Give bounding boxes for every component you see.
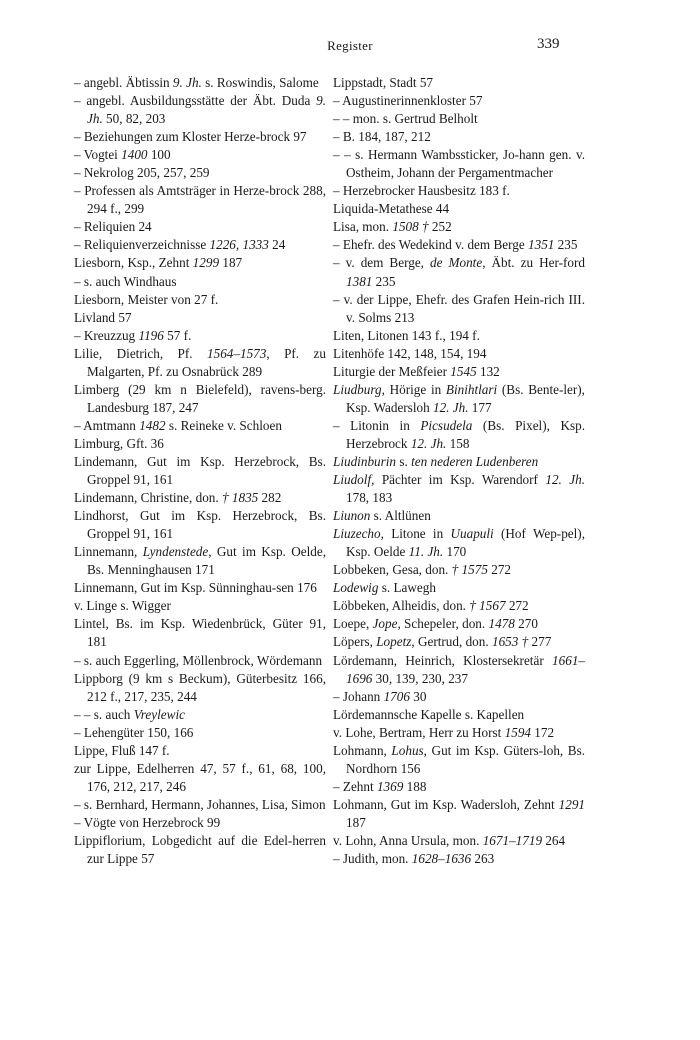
index-entry: Loepe, Jope, Schepeler, don. 1478 270 bbox=[333, 616, 538, 632]
index-entry: Löbbeken, Alheidis, don. † 1567 272 bbox=[333, 598, 529, 614]
index-entry: Lilie, Dietrich, Pf. 1564–1573, Pf. zu Malgarten, Pf. zu Osnabrück 289 bbox=[74, 345, 326, 379]
index-entry: Lördemann, Heinrich, Klostersekretär 1661–1696 30, 139, 230, 237 bbox=[333, 652, 585, 686]
index-entry: Liten, Litonen 143 f., 194 f. bbox=[333, 327, 480, 343]
index-entry: Limberg (29 km n Bielefeld), ravens-​berg. Landesburg 187, 247 bbox=[74, 381, 326, 415]
index-entry: Lördemannsche Kapelle s. Kapellen bbox=[333, 706, 525, 722]
index-entry: Limburg, Gft. 36 bbox=[74, 435, 164, 451]
index-entry: Lippstadt, Stadt 57 bbox=[333, 75, 434, 90]
index-entry: – Johann 1706 30 bbox=[333, 688, 427, 704]
index-entry: Löpers, Lopetz, Gertrud, don. 1653 † 277 bbox=[333, 634, 552, 650]
index-entry: Liturgie der Meßfeier 1545 132 bbox=[333, 363, 500, 379]
index-entry: Lobbeken, Gesa, don. † 1575 272 bbox=[333, 562, 511, 578]
index-entry: – – s. auch Vreylewic bbox=[74, 706, 185, 722]
index-entry: – Kreuzzug 1196 57 f. bbox=[74, 327, 192, 343]
index-entry: Lodewig s. Lawegh bbox=[333, 580, 436, 596]
index-entry: – Ehefr. des Wedekind v. dem Berge 1351 235 bbox=[333, 237, 578, 253]
index-entry: – v. der Lippe, Ehefr. des Grafen Hein-​rich III. v. Solms 213 bbox=[333, 291, 585, 325]
index-entry: – v. dem Berge, de Monte, Äbt. zu Her-​ford 1381 235 bbox=[333, 255, 585, 289]
index-entry: Linnemann, Lyndenstede, Gut im Ksp. Oelde, Bs. Menninghausen 171 bbox=[74, 544, 326, 578]
index-entry: – Reliquienverzeichnisse 1226, 1333 24 bbox=[74, 237, 286, 253]
index-entry: Linnemann, Gut im Ksp. Sünninghau-​sen 176 bbox=[74, 580, 317, 596]
index-entry: – Vogtei 1400 100 bbox=[74, 147, 171, 163]
index-entry: Lippe, Fluß 147 f. bbox=[74, 742, 170, 758]
page-number: 339 bbox=[537, 36, 560, 52]
index-entry: Lindemann, Gut im Ksp. Herzebrock, Bs. Groppel 91, 161 bbox=[74, 453, 326, 488]
index-entry: – s. Bernhard, Hermann, Johannes, Lisa, Simon bbox=[74, 796, 326, 812]
index-entry: Liudolf, Pächter im Ksp. Warendorf 12. Jh. 178, 183 bbox=[333, 472, 585, 506]
index-entry: Liesborn, Meister von 27 f. bbox=[74, 291, 219, 307]
index-entry: – Vögte von Herzebrock 99 bbox=[74, 814, 221, 830]
index-entry: Lisa, mon. 1508 † 252 bbox=[333, 219, 452, 235]
index-entry: – Judith, mon. 1628–1636 263 bbox=[333, 851, 495, 867]
index-entry: Lippborg (9 km s Beckum), Güterbesitz 166, 212 f., 217, 235, 244 bbox=[74, 670, 326, 704]
index-entry: Livland 57 bbox=[74, 309, 132, 325]
index-entry: Lohmann, Lohus, Gut im Ksp. Güters-​loh, Bs. Nordhorn 156 bbox=[333, 742, 586, 776]
index-entry: zur Lippe, Edelherren 47, 57 f., 61, 68, 100, 176, 212, 217, 246 bbox=[74, 760, 326, 794]
index-entry: – Professen als Amtsträger in Herze-​brock 288, 294 f., 299 bbox=[74, 183, 326, 217]
index-entry: – s. auch Eggerling, Möllenbrock, Wördemann bbox=[74, 652, 323, 668]
index-entry: Lippiflorium, Lobgedicht auf die Edel-​herren zur Lippe 57 bbox=[74, 832, 326, 867]
index-entry: – Reliquien 24 bbox=[74, 219, 152, 235]
running-header-title: Register bbox=[327, 38, 373, 53]
index-entry: Lindemann, Christine, don. † 1835 282 bbox=[74, 490, 282, 506]
index-entry: – Beziehungen zum Kloster Herze-​brock 97 bbox=[74, 129, 307, 145]
index-entry: v. Linge s. Wigger bbox=[74, 598, 171, 614]
index-entry: – – mon. s. Gertrud Belholt bbox=[333, 111, 478, 127]
index-column-left bbox=[74, 74, 326, 868]
index-entry: Lintel, Bs. im Ksp. Wiedenbrück, Güter 91, 181 bbox=[74, 616, 326, 650]
index-entry: – – s. Hermann Wambssticker, Jo-​hann gen. v. Ostheim, Johann der Pergamentmacher bbox=[333, 147, 585, 181]
index-entry: – Augustinerinnenkloster 57 bbox=[333, 93, 483, 109]
index-entry: Liudburg, Hörige in Binihtlari (Bs. Bente-​ler), Ksp. Wadersloh 12. Jh. 177 bbox=[333, 381, 585, 415]
index-entry: – s. auch Windhaus bbox=[74, 273, 177, 289]
index-entry: Liesborn, Ksp., Zehnt 1299 187 bbox=[74, 255, 243, 271]
index-entry: Liquida-Metathese 44 bbox=[333, 201, 450, 217]
index-entry: – Lehengüter 150, 166 bbox=[74, 724, 194, 740]
index-entry: v. Lohn, Anna Ursula, mon. 1671–1719 264 bbox=[333, 832, 566, 848]
index-entry: Lohmann, Gut im Ksp. Wadersloh, Zehnt 1291 187 bbox=[333, 796, 585, 830]
index-entry: Litenhöfe 142, 148, 154, 194 bbox=[333, 345, 487, 361]
index-entry: Liudinburin s. ten nederen Ludenberen bbox=[333, 453, 539, 469]
index-entry: – angebl. Ausbildungsstätte der Äbt. Duda 9. Jh. 50, 82, 203 bbox=[74, 93, 326, 127]
index-entry: – Zehnt 1369 188 bbox=[333, 778, 427, 794]
index-entry: Liuzecho, Litone in Uuapuli (Hof Wep-​pel), Ksp. Oelde 11. Jh. 170 bbox=[333, 526, 585, 560]
index-entry: – Litonin in Picsudela (Bs. Pixel), Ksp. Herzebrock 12. Jh. 158 bbox=[333, 417, 585, 451]
index-entry: – B. 184, 187, 212 bbox=[333, 129, 431, 145]
index-column-right bbox=[333, 74, 585, 868]
index-entry: – angebl. Äbtissin 9. Jh. s. Roswindis, Salome bbox=[74, 75, 319, 90]
index-entry: Liunon s. Altlünen bbox=[333, 508, 431, 524]
index-entry: – Nekrolog 205, 257, 259 bbox=[74, 165, 210, 181]
index-entry: – Herzebrocker Hausbesitz 183 f. bbox=[333, 183, 510, 199]
index-entry: v. Lohe, Bertram, Herr zu Horst 1594 172 bbox=[333, 724, 555, 740]
index-entry: – Amtmann 1482 s. Reineke v. Schloen bbox=[74, 417, 282, 433]
index-entry: Lindhorst, Gut im Ksp. Herzebrock, Bs. Groppel 91, 161 bbox=[74, 508, 326, 542]
